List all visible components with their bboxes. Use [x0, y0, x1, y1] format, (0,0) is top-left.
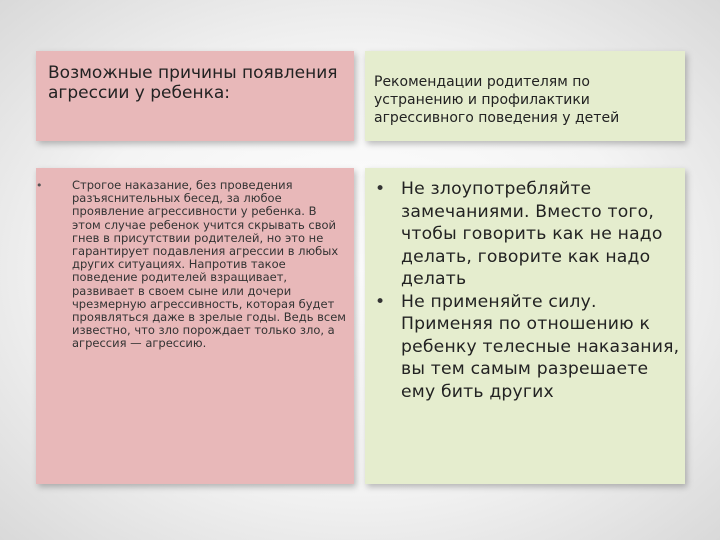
list-item-text: Строгое наказание, без проведения разъяснительных бесед, за любое проявление агрессивности у ребенка. В этом случае ребенок учится скрывать свой гнев в присутствии родителей, но это не гарантирует подавления агрессии в любых других ситуациях. Напротив такое поведение родителей взращивает, развивает в своем сыне или дочери чрезмерную агрессивность, которая будет проявляться даже в зрелые годы. Ведь всем известно, что зло порождает только зло, а агрессия — агрессию.	[72, 178, 346, 351]
right-header-title: Рекомендации родителям по устранению и профилактики агрессивного поведения у детей	[374, 74, 620, 126]
list-item-text: Не злоупотребляйте замечаниями. Вместо того, чтобы говорить как не надо делать, говорите как надо делать	[401, 179, 663, 289]
right-body-panel	[365, 168, 685, 484]
left-body-panel	[36, 168, 354, 484]
right-header-panel	[365, 51, 685, 141]
list-item	[365, 178, 685, 291]
bullet-icon: •	[36, 179, 43, 192]
list-item	[365, 291, 685, 404]
list-item	[36, 179, 354, 351]
causes-list	[36, 179, 354, 351]
bullet-icon: •	[375, 291, 386, 312]
bullet-icon: •	[375, 179, 386, 199]
left-header-title: Возможные причины появления агрессии у ребенка:	[48, 63, 338, 103]
recommendations-list	[365, 178, 685, 403]
left-header-panel	[36, 51, 354, 141]
list-item-text: Не применяйте силу. Применяя по отношению к ребенку телесные наказания, вы тем самым разрешаете ему бить других	[401, 291, 680, 402]
